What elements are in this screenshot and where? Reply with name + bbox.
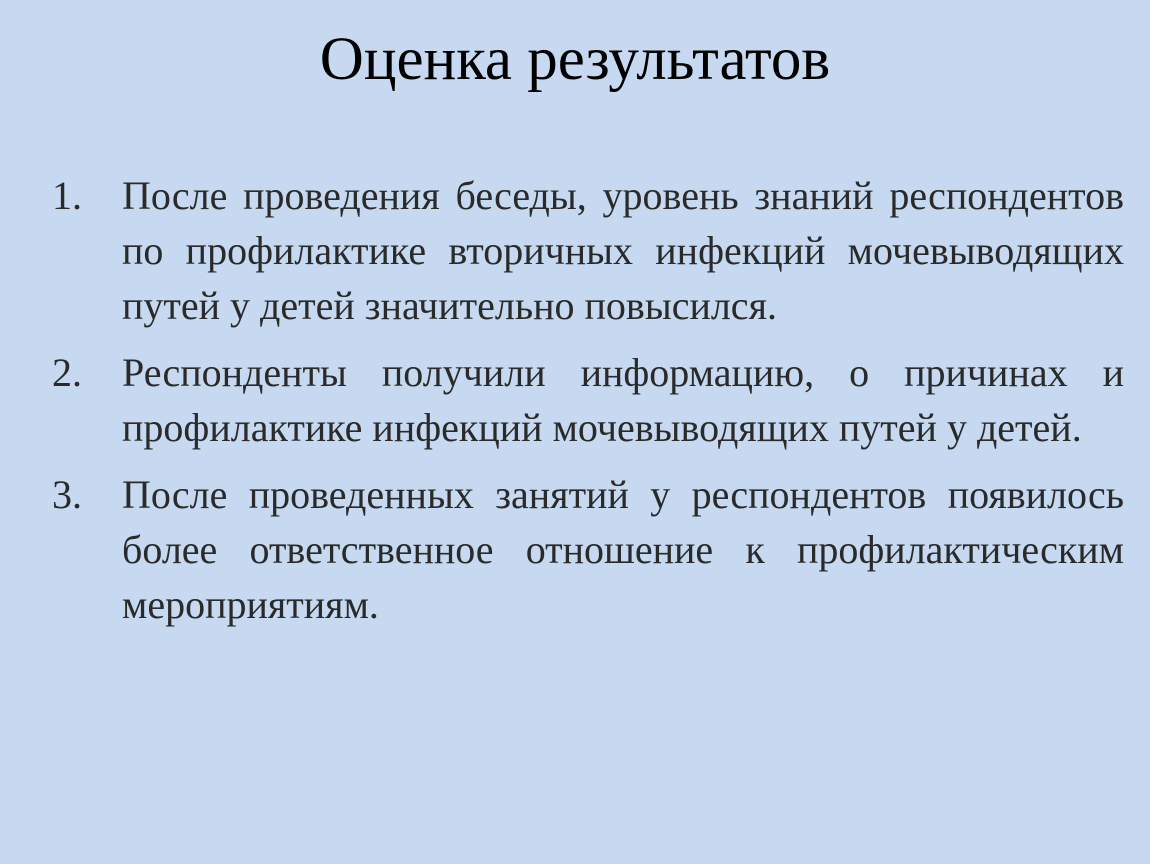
slide-title: Оценка результатов: [319, 26, 831, 93]
list-item: [52, 467, 1124, 632]
list-item-number: 3.: [52, 472, 82, 517]
list-item-number: 2.: [52, 350, 82, 395]
list-item-text: После проведенных занятий у респондентов появилось более ответственное отношение к профилактическим мероприятиям.: [122, 472, 1124, 627]
list-item-text: Респонденты получили информацию, о причинах и профилактике инфекций мочевыводящих путей у детей.: [122, 350, 1124, 450]
list-item-text: После проведения беседы, уровень знаний респондентов по профилактике вторичных инфекций мочевыводящих путей у детей значительно повысился.: [122, 173, 1124, 328]
list-item: [52, 345, 1124, 455]
list-item-number: 1.: [52, 173, 82, 218]
list-item: [52, 168, 1124, 333]
results-list: [52, 168, 1124, 644]
